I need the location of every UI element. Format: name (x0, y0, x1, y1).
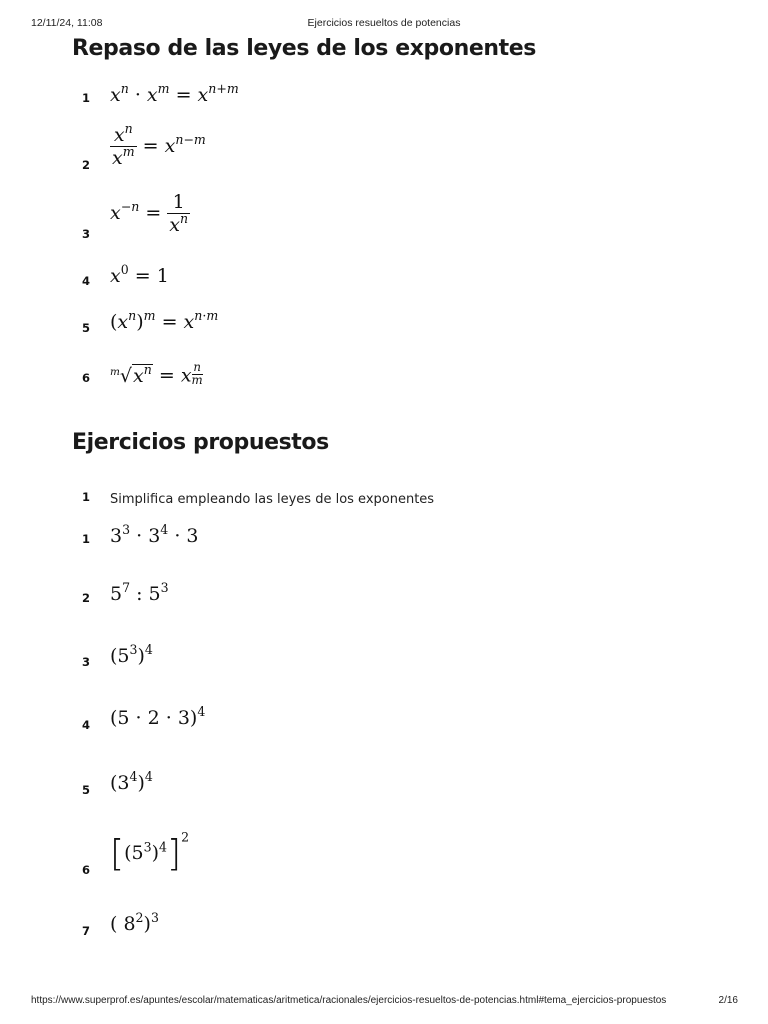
law-number: 2 (82, 158, 91, 172)
law-number: 5 (82, 321, 91, 335)
problem-number: 7 (82, 924, 91, 938)
problem-number: 2 (82, 591, 91, 605)
law-formula: $x^0 = 1$ (110, 262, 169, 287)
problem-number: 3 (82, 655, 91, 669)
proposed-heading: Ejercicios propuestos (72, 430, 329, 455)
law-formula: $x^{-n}$ = $\frac{1}{x^n}$ (110, 191, 189, 236)
problem-expression: ( $8^2)^3$ (110, 910, 159, 935)
law-number: 6 (82, 371, 91, 385)
exercise-number: 1 (82, 490, 91, 504)
law-formula: $\frac{x^n}{x^m}$ = $x^{n-m}$ (112, 121, 206, 169)
print-url: https://www.superprof.es/apuntes/escolar/matematicas/aritmetica/racionales/ejercicios-resueltos-de-potencias.html#tema_ejercicios-propuestos (31, 995, 667, 1006)
problem-expression: $(5^3)^4$ (110, 642, 153, 667)
law-rhs: 1 (156, 265, 169, 287)
law-formula: $x^n \cdot x^m = x^{n+m}$ (110, 81, 239, 106)
problem-expression: $5^7$ : $5^3$ (110, 580, 169, 605)
problem-number: 5 (82, 783, 91, 797)
problem-expression: $(5 \cdot 2 \cdot 3)^4$ (110, 704, 206, 729)
problem-number: 6 (82, 863, 91, 877)
law-formula: $(x^n)^m = x^{n\cdot m}$ (110, 308, 219, 333)
print-page-number: 2/16 (718, 995, 738, 1006)
law-formula: $^m√x^n = x$ $\frac{n}{m}$ (110, 360, 203, 387)
problem-number: 4 (82, 718, 91, 732)
problem-expression: $(3^4)^4$ (110, 769, 153, 794)
print-datetime: 12/11/24, 11:08 (31, 17, 103, 29)
print-page-title: Ejercicios resueltos de potencias (307, 17, 461, 29)
law-number: 3 (82, 227, 91, 241)
law-numerator: 1 (172, 191, 185, 213)
exercise-instruction: Simplifica empleando las leyes de los exponentes (110, 492, 435, 507)
print-header (0, 17, 768, 31)
print-footer (0, 995, 768, 1009)
problem-expression: $[(5^3)^4]^2$ (110, 829, 190, 875)
law-number: 4 (82, 274, 91, 288)
law-number: 1 (82, 91, 91, 105)
review-heading: Repaso de las leyes de los exponentes (72, 36, 536, 61)
problem-number: 1 (82, 532, 91, 546)
problem-expression: $3^3 \cdot 3^4 \cdot 3$ (110, 522, 199, 547)
